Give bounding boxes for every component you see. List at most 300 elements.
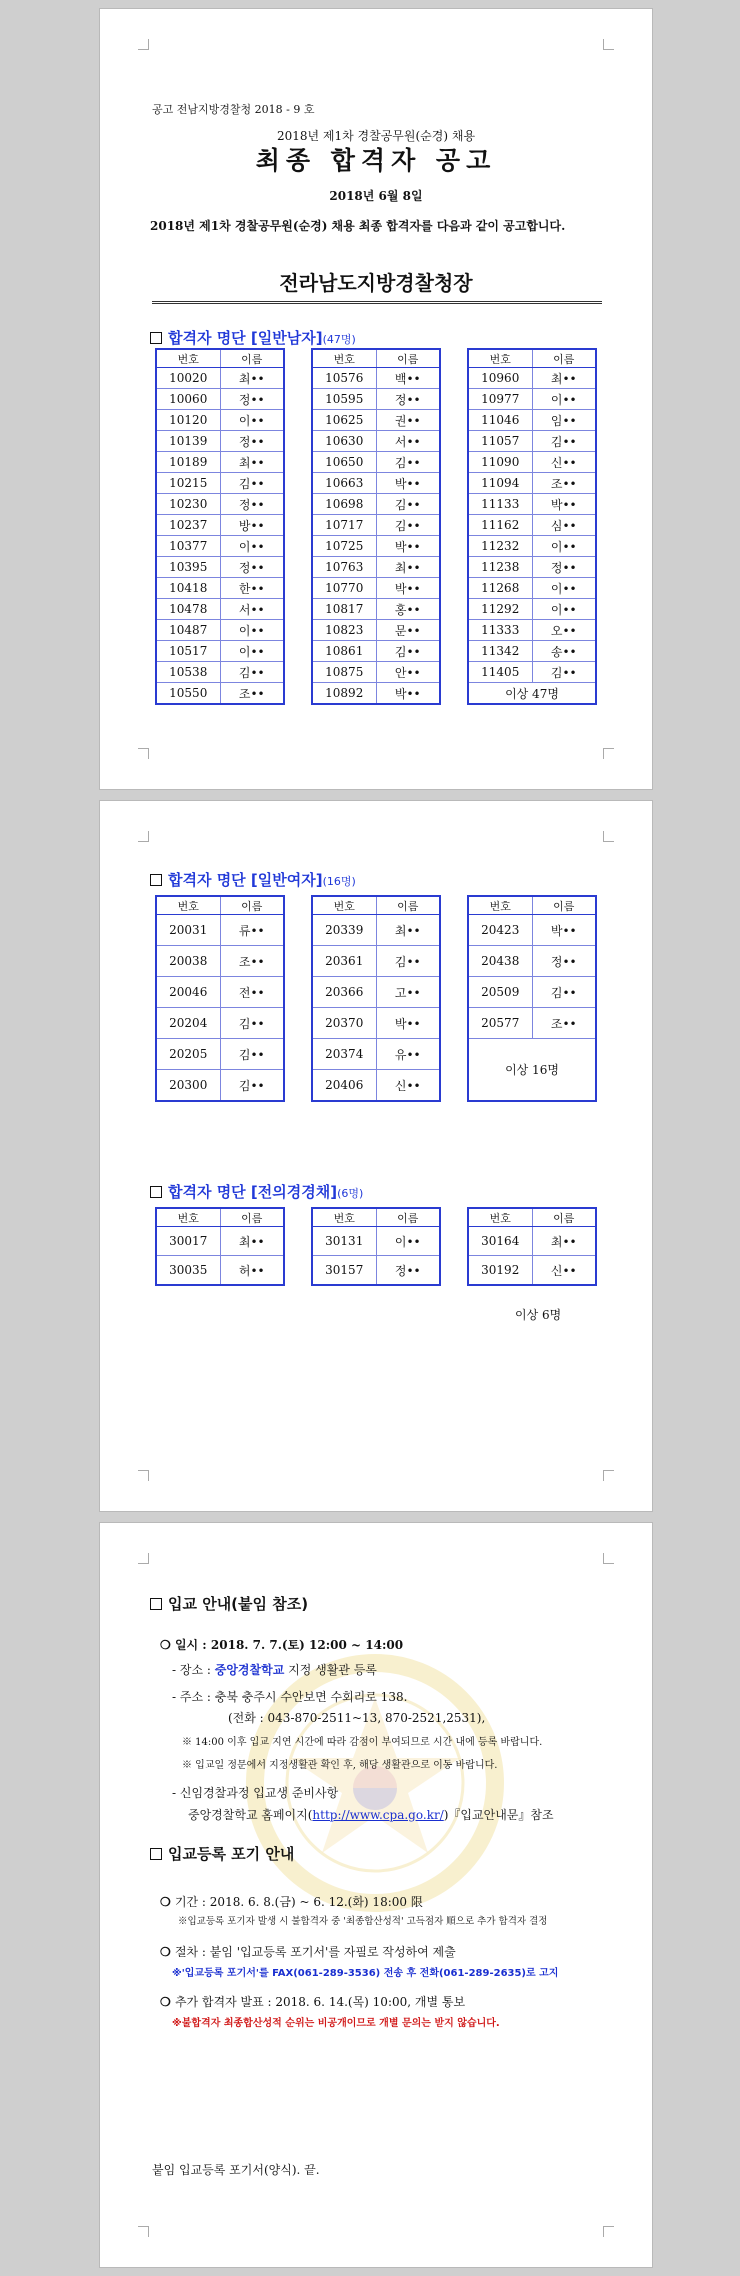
checkbox-square-icon [150, 874, 162, 886]
applicant-number: 10892 [312, 683, 376, 705]
crop-mark [138, 748, 149, 759]
applicant-number: 30192 [468, 1256, 532, 1286]
schedule-text: 일시 : 2018. 7. 7.(토) 12:00 ~ 14:00 [174, 1638, 404, 1652]
table-row [312, 641, 440, 662]
applicant-number: 11057 [468, 431, 532, 452]
applicant-number: 20038 [156, 946, 220, 977]
table-header-row [312, 896, 440, 915]
additional-note: ※불합격자 최종합산성적 순위는 비공개이므로 개별 문의는 받지 않습니다. [172, 2018, 500, 2029]
header-name: 이름 [532, 349, 596, 368]
announcement-body: 2018년 제1차 경찰공무원(순경) 채용 최종 합격자를 다음과 같이 공고합니다. [150, 219, 566, 233]
military-total: 이상 6명 [515, 1308, 562, 1322]
procedure-text: 절차 : 붙임 '입교등록 포기서'를 자필로 작성하여 제출 [174, 1945, 456, 1959]
homepage-link[interactable]: http://www.cpa.go.kr/ [312, 1808, 444, 1822]
applicant-number: 10717 [312, 515, 376, 536]
section-title-military [150, 1181, 363, 1202]
applicant-name: 서•• [220, 599, 284, 620]
applicant-number: 11232 [468, 536, 532, 557]
phone-line: (전화 : 043-870-2511~13, 870-2521,2531), [228, 1711, 486, 1725]
header-name: 이름 [376, 349, 440, 368]
table-row [468, 641, 596, 662]
table-row [156, 946, 284, 977]
table-row [156, 599, 284, 620]
applicant-number: 20361 [312, 946, 376, 977]
homepage-prefix: 중앙경찰학교 홈페이지( [188, 1808, 313, 1822]
header-name: 이름 [532, 896, 596, 915]
applicant-number: 10230 [156, 494, 220, 515]
applicant-number: 10663 [312, 473, 376, 494]
applicant-number: 11342 [468, 641, 532, 662]
applicant-name: 박•• [376, 683, 440, 705]
applicant-name: 조•• [532, 473, 596, 494]
crop-mark [603, 748, 614, 759]
applicant-name: 전•• [220, 977, 284, 1008]
table-row [312, 1070, 440, 1102]
place-line [172, 1661, 377, 1678]
table-row [468, 431, 596, 452]
applicant-name: 김•• [376, 515, 440, 536]
homepage-suffix: )『입교안내문』참조 [443, 1808, 554, 1822]
header-number: 번호 [468, 349, 532, 368]
header-number: 번호 [156, 349, 220, 368]
crop-mark [138, 1553, 149, 1564]
additional-line [160, 1993, 465, 2010]
applicant-number: 10189 [156, 452, 220, 473]
table-row [312, 536, 440, 557]
table-header-row [156, 349, 284, 368]
applicant-name: 최•• [220, 368, 284, 389]
table-row [156, 536, 284, 557]
place-name: 중앙경찰학교 [214, 1663, 285, 1677]
section-count: (6명) [337, 1187, 364, 1200]
applicant-number: 30035 [156, 1256, 220, 1286]
circle-bullet-icon: ❍ [160, 1995, 175, 2009]
applicant-number: 11268 [468, 578, 532, 599]
applicant-number: 20406 [312, 1070, 376, 1102]
women-table-2 [311, 895, 441, 1102]
table-row [312, 368, 440, 389]
header-name: 이름 [220, 1208, 284, 1227]
period-note: ※입교등록 포기자 발생 시 불합격자 중 '최종합산성적' 고득점자 順으로 추가 합격자 결정 [178, 1916, 548, 1927]
applicant-name: 이•• [532, 599, 596, 620]
document-page-3 [99, 1522, 653, 2268]
applicant-name: 방•• [220, 515, 284, 536]
table-header-row [312, 1208, 440, 1227]
note-line-2: ※ 입교일 정문에서 지정생활관 확인 후, 해당 생활관으로 이동 바랍니다. [182, 1760, 498, 1771]
table-row [156, 557, 284, 578]
table-row [468, 977, 596, 1008]
military-table-1 [155, 1207, 285, 1286]
applicant-number: 20339 [312, 915, 376, 946]
circle-bullet-icon: ❍ [160, 1638, 175, 1652]
applicant-name: 정•• [532, 557, 596, 578]
applicant-number: 11094 [468, 473, 532, 494]
applicant-name: 문•• [376, 620, 440, 641]
table-row [468, 620, 596, 641]
applicant-name: 정•• [220, 389, 284, 410]
applicant-number: 20438 [468, 946, 532, 977]
table-header-row [468, 1208, 596, 1227]
crop-mark [603, 831, 614, 842]
men-table-2 [311, 348, 441, 705]
circle-bullet-icon: ❍ [160, 1945, 175, 1959]
applicant-number: 20046 [156, 977, 220, 1008]
attachment-line: 붙임 입교등록 포기서(양식). 끝. [152, 2163, 320, 2177]
crop-mark [138, 39, 149, 50]
table-row [156, 452, 284, 473]
table-row [156, 1227, 284, 1256]
applicant-number: 30131 [312, 1227, 376, 1256]
applicant-name: 최•• [376, 915, 440, 946]
applicant-name: 오•• [532, 620, 596, 641]
applicant-number: 10650 [312, 452, 376, 473]
applicant-name: 박•• [376, 1008, 440, 1039]
applicant-number: 10763 [312, 557, 376, 578]
applicant-name: 한•• [220, 578, 284, 599]
applicant-name: 박•• [532, 494, 596, 515]
applicant-name: 정•• [220, 431, 284, 452]
table-row [156, 578, 284, 599]
applicant-name: 김•• [220, 473, 284, 494]
applicant-number: 11133 [468, 494, 532, 515]
table-row [156, 915, 284, 946]
table-row [468, 557, 596, 578]
checkbox-square-icon [150, 1186, 162, 1198]
applicant-number: 10823 [312, 620, 376, 641]
applicant-name: 정•• [376, 1256, 440, 1286]
applicant-name: 최•• [220, 1227, 284, 1256]
announcement-number: 공고 전남지방경찰청 2018 - 9 호 [152, 103, 315, 116]
applicant-number: 11238 [468, 557, 532, 578]
table-row [156, 662, 284, 683]
applicant-number: 10215 [156, 473, 220, 494]
applicant-number: 10630 [312, 431, 376, 452]
checkbox-square-icon [150, 1598, 162, 1610]
section-label: 입교 안내(붙임 참조) [168, 1595, 309, 1613]
section-label: 입교등록 포기 안내 [168, 1845, 295, 1863]
table-row [156, 977, 284, 1008]
table-row [156, 368, 284, 389]
applicant-name: 김•• [376, 946, 440, 977]
applicant-number: 10875 [312, 662, 376, 683]
header-number: 번호 [468, 896, 532, 915]
applicant-number: 10977 [468, 389, 532, 410]
applicant-name: 김•• [220, 1008, 284, 1039]
table-total-row [468, 683, 596, 705]
applicant-number: 20423 [468, 915, 532, 946]
applicant-name: 허•• [220, 1256, 284, 1286]
applicant-name: 유•• [376, 1039, 440, 1070]
applicant-name: 박•• [376, 536, 440, 557]
applicant-number: 10595 [312, 389, 376, 410]
applicant-name: 김•• [220, 662, 284, 683]
table-row [468, 515, 596, 536]
applicant-name: 김•• [532, 662, 596, 683]
applicant-number: 10120 [156, 410, 220, 431]
header-number: 번호 [468, 1208, 532, 1227]
applicant-name: 정•• [376, 389, 440, 410]
applicant-number: 11405 [468, 662, 532, 683]
applicant-number: 20300 [156, 1070, 220, 1102]
table-row [312, 662, 440, 683]
table-row [312, 599, 440, 620]
table-row [312, 620, 440, 641]
table-row [468, 946, 596, 977]
section-count: (16명) [322, 875, 356, 888]
applicant-number: 10060 [156, 389, 220, 410]
applicant-name: 안•• [376, 662, 440, 683]
applicant-number: 10698 [312, 494, 376, 515]
section-title-women [150, 869, 356, 890]
applicant-number: 20031 [156, 915, 220, 946]
table-row [312, 452, 440, 473]
applicant-name: 이•• [220, 620, 284, 641]
applicant-number: 10020 [156, 368, 220, 389]
applicant-name: 최•• [532, 1227, 596, 1256]
table-row [312, 977, 440, 1008]
table-row [312, 946, 440, 977]
crop-mark [138, 2226, 149, 2237]
applicant-name: 이•• [532, 578, 596, 599]
applicant-name: 권•• [376, 410, 440, 431]
header-number: 번호 [156, 896, 220, 915]
document-page-1 [99, 8, 653, 790]
applicant-number: 10418 [156, 578, 220, 599]
table-header-row [468, 349, 596, 368]
applicant-name: 홍•• [376, 599, 440, 620]
applicant-name: 조•• [532, 1008, 596, 1039]
crop-mark [603, 39, 614, 50]
applicant-name: 김•• [532, 431, 596, 452]
applicant-number: 11292 [468, 599, 532, 620]
table-row [312, 1256, 440, 1286]
applicant-name: 신•• [532, 1256, 596, 1286]
header-number: 번호 [312, 896, 376, 915]
applicant-name: 박•• [532, 915, 596, 946]
applicant-name: 신•• [532, 452, 596, 473]
table-row [468, 599, 596, 620]
applicant-number: 10861 [312, 641, 376, 662]
table-row [468, 389, 596, 410]
table-header-row [156, 1208, 284, 1227]
table-row [468, 494, 596, 515]
applicant-number: 20370 [312, 1008, 376, 1039]
men-table-3 [467, 348, 597, 705]
applicant-name: 최•• [376, 557, 440, 578]
period-line [160, 1893, 423, 1910]
applicant-name: 고•• [376, 977, 440, 1008]
applicant-name: 이•• [220, 641, 284, 662]
section-title-cancel [150, 1843, 294, 1864]
applicant-name: 정•• [532, 946, 596, 977]
header-name: 이름 [376, 1208, 440, 1227]
applicant-number: 11162 [468, 515, 532, 536]
table-header-row [312, 349, 440, 368]
homepage-line [188, 1806, 554, 1823]
table-row [156, 473, 284, 494]
header-number: 번호 [312, 1208, 376, 1227]
table-row [312, 494, 440, 515]
table-row [156, 620, 284, 641]
address-line: - 주소 : 충북 충주시 수안보면 수회리로 138. [172, 1690, 408, 1704]
header-name: 이름 [532, 1208, 596, 1227]
applicant-number: 10517 [156, 641, 220, 662]
applicant-number: 11046 [468, 410, 532, 431]
table-row [312, 578, 440, 599]
table-row [312, 431, 440, 452]
applicant-name: 이•• [532, 536, 596, 557]
applicant-name: 송•• [532, 641, 596, 662]
applicant-name: 김•• [376, 641, 440, 662]
checkbox-square-icon [150, 1848, 162, 1860]
section-label: 합격자 명단 [전의경경채] [168, 1183, 338, 1201]
applicant-number: 10725 [312, 536, 376, 557]
applicant-name: 박•• [376, 578, 440, 599]
applicant-number: 10395 [156, 557, 220, 578]
note-line-1: ※ 14:00 이후 입교 지연 시간에 따라 감점이 부여되므로 시간 내에 등록 바랍니다. [182, 1737, 543, 1748]
table-row [312, 1227, 440, 1256]
table-row [468, 1008, 596, 1039]
schedule-line [160, 1636, 403, 1653]
applicant-name: 김•• [532, 977, 596, 1008]
divider [152, 301, 602, 304]
applicant-number: 10625 [312, 410, 376, 431]
applicant-number: 20509 [468, 977, 532, 1008]
applicant-name: 류•• [220, 915, 284, 946]
table-row [156, 1256, 284, 1286]
applicant-name: 심•• [532, 515, 596, 536]
applicant-number: 11090 [468, 452, 532, 473]
applicant-name: 김•• [376, 452, 440, 473]
applicant-name: 정•• [220, 494, 284, 515]
period-text: 기간 : 2018. 6. 8.(금) ~ 6. 12.(화) 18:00 限 [174, 1895, 423, 1909]
applicant-number: 10576 [312, 368, 376, 389]
applicant-number: 20204 [156, 1008, 220, 1039]
applicant-name: 이•• [220, 410, 284, 431]
applicant-number: 10237 [156, 515, 220, 536]
table-row [156, 410, 284, 431]
total-count: 이상 47명 [468, 683, 596, 705]
men-table-1 [155, 348, 285, 705]
applicant-name: 백•• [376, 368, 440, 389]
military-table-3 [467, 1207, 597, 1286]
crop-mark [138, 831, 149, 842]
applicant-number: 20577 [468, 1008, 532, 1039]
table-row [156, 431, 284, 452]
prep-line: - 신임경찰과정 입교생 준비사항 [172, 1786, 339, 1800]
table-row [312, 515, 440, 536]
applicant-number: 30164 [468, 1227, 532, 1256]
date: 2018년 6월 8일 [329, 189, 423, 203]
additional-text: 추가 합격자 발표 : 2018. 6. 14.(목) 10:00, 개별 통보 [174, 1995, 466, 2009]
subtitle: 2018년 제1차 경찰공무원(순경) 채용 [276, 129, 476, 143]
table-row [156, 683, 284, 705]
applicant-name: 최•• [532, 368, 596, 389]
table-row [312, 557, 440, 578]
table-row [156, 1070, 284, 1102]
applicant-name: 조•• [220, 683, 284, 705]
applicant-number: 10960 [468, 368, 532, 389]
applicant-name: 박•• [376, 473, 440, 494]
table-row [156, 494, 284, 515]
table-row [312, 1008, 440, 1039]
table-row [468, 915, 596, 946]
table-row [468, 452, 596, 473]
document-page-2 [99, 800, 653, 1512]
table-row [156, 389, 284, 410]
applicant-number: 11333 [468, 620, 532, 641]
applicant-name: 김•• [220, 1039, 284, 1070]
applicant-name: 김•• [220, 1070, 284, 1102]
table-total-row [468, 1039, 596, 1102]
table-row [312, 683, 440, 705]
applicant-name: 이•• [220, 536, 284, 557]
applicant-number: 20366 [312, 977, 376, 1008]
page-title: 최종 합격자 공고 [255, 146, 497, 175]
applicant-name: 임•• [532, 410, 596, 431]
applicant-number: 30157 [312, 1256, 376, 1286]
table-row [156, 1039, 284, 1070]
military-table-2 [311, 1207, 441, 1286]
applicant-name: 정•• [220, 557, 284, 578]
applicant-number: 10550 [156, 683, 220, 705]
women-table-1 [155, 895, 285, 1102]
applicant-name: 서•• [376, 431, 440, 452]
table-header-row [468, 896, 596, 915]
crop-mark [603, 2226, 614, 2237]
applicant-name: 조•• [220, 946, 284, 977]
procedure-note: ※'입교등록 포기서'를 FAX(061-289-3536) 전송 후 전화(061-289-2635)로 고지 [172, 1968, 559, 1979]
table-row [156, 515, 284, 536]
table-row [156, 641, 284, 662]
table-row [468, 368, 596, 389]
applicant-number: 10770 [312, 578, 376, 599]
table-row [468, 1227, 596, 1256]
table-row [312, 389, 440, 410]
checkbox-square-icon [150, 332, 162, 344]
applicant-number: 20205 [156, 1039, 220, 1070]
applicant-number: 10377 [156, 536, 220, 557]
section-title-men [150, 327, 356, 348]
crop-mark [603, 1470, 614, 1481]
applicant-number: 30017 [156, 1227, 220, 1256]
header-name: 이름 [220, 896, 284, 915]
header-name: 이름 [220, 349, 284, 368]
section-label: 합격자 명단 [일반여자] [168, 871, 323, 889]
applicant-number: 10538 [156, 662, 220, 683]
table-row [312, 473, 440, 494]
applicant-number: 10817 [312, 599, 376, 620]
header-name: 이름 [376, 896, 440, 915]
table-row [156, 1008, 284, 1039]
applicant-number: 10139 [156, 431, 220, 452]
section-count: (47명) [322, 333, 356, 346]
applicant-name: 신•• [376, 1070, 440, 1102]
header-number: 번호 [312, 349, 376, 368]
place-prefix: - 장소 : [172, 1663, 215, 1677]
table-row [312, 1039, 440, 1070]
applicant-name: 최•• [220, 452, 284, 473]
circle-bullet-icon: ❍ [160, 1895, 175, 1909]
total-count: 이상 16명 [468, 1039, 596, 1102]
women-table-3 [467, 895, 597, 1102]
table-header-row [156, 896, 284, 915]
table-row [312, 410, 440, 431]
table-row [468, 473, 596, 494]
place-suffix: 지정 생활관 등록 [284, 1663, 377, 1677]
table-row [312, 915, 440, 946]
section-title-entry [150, 1593, 308, 1614]
